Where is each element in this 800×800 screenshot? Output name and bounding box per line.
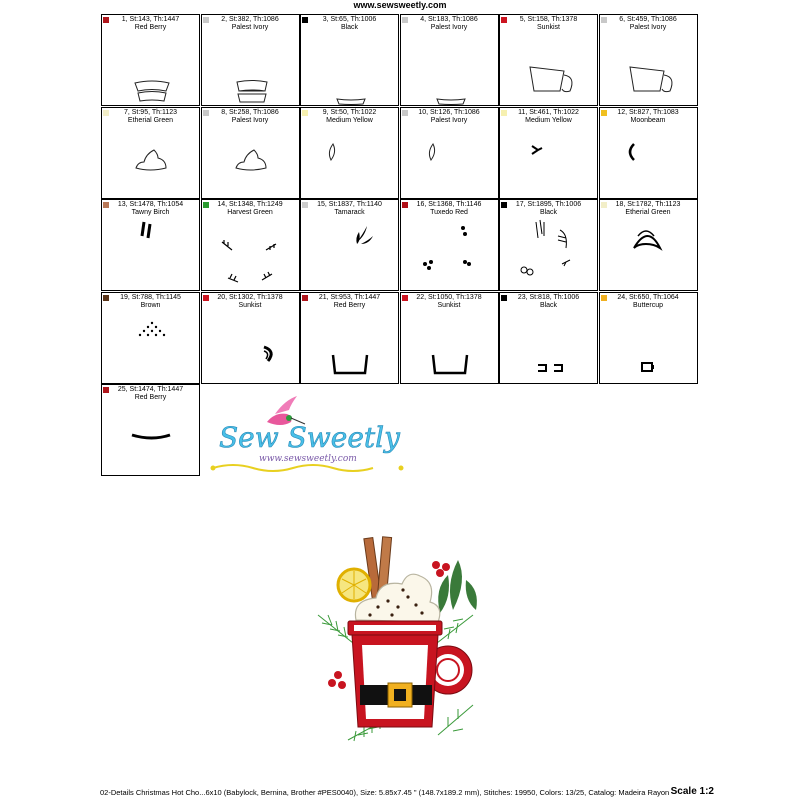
color-cell bbox=[499, 292, 598, 384]
cup-rim-outline-icon bbox=[102, 15, 200, 106]
lemon-slice-icon bbox=[338, 569, 370, 601]
holly-leaves-icon bbox=[301, 200, 399, 291]
color-cell bbox=[400, 292, 499, 384]
color-cell bbox=[499, 14, 598, 106]
footer-info: 02-Details Christmas Hot Cho...6x10 (Babylock, Bernina, Brother #PES0040), Size: 5.85x7.45 " (148.7x189.2 mm), Stitches: 19950, Colors: 13/25, Catalog: Madeira Rayon bbox=[100, 788, 670, 797]
thread-name: Sunkist bbox=[537, 24, 560, 31]
color-stats: 3, St:65, Th:1006 bbox=[322, 16, 377, 23]
color-cell bbox=[400, 199, 499, 291]
color-cell bbox=[101, 384, 200, 476]
color-cell bbox=[300, 199, 399, 291]
thread-name: Red Berry bbox=[134, 24, 167, 31]
thread-name: Tawny Birch bbox=[131, 209, 170, 216]
mug-outline-icon bbox=[500, 15, 598, 106]
buckle-icon bbox=[600, 293, 698, 384]
color-cell bbox=[300, 14, 399, 106]
color-cell bbox=[201, 107, 300, 199]
cup-band-icon bbox=[301, 293, 399, 384]
color-stats: 8, St:258, Th:1086 bbox=[221, 108, 279, 116]
thread-name: Palest Ivory bbox=[231, 116, 269, 124]
color-stats: 17, St:1895, Th:1006 bbox=[515, 201, 582, 208]
color-cell bbox=[101, 292, 200, 384]
thread-name: Sunkist bbox=[238, 301, 262, 309]
thread-name: Tuxedo Red bbox=[430, 209, 468, 216]
cup-band-icon bbox=[401, 293, 499, 384]
cream-swirl-icon bbox=[600, 200, 698, 291]
color-stats: 20, St:1302, Th:1378 bbox=[217, 293, 283, 301]
color-cell bbox=[101, 199, 200, 291]
leaf-outline-icon bbox=[301, 108, 399, 199]
thread-name: Black bbox=[539, 209, 558, 216]
thread-name: Black bbox=[340, 24, 359, 31]
thread-name: Tamarack bbox=[334, 209, 365, 216]
cream-outline-icon bbox=[202, 108, 300, 199]
thread-name: Black bbox=[539, 301, 558, 309]
color-stats: 7, St:95, Th:1123 bbox=[123, 108, 178, 116]
color-stats: 22, St:1050, Th:1378 bbox=[416, 293, 482, 301]
cup-bottom-icon bbox=[102, 385, 200, 476]
color-stats: 11, St:461, Th:1022 bbox=[518, 108, 579, 116]
thread-name: Red Berry bbox=[134, 394, 167, 401]
color-cell bbox=[201, 199, 300, 291]
thread-name: Palest Ivory bbox=[430, 116, 468, 124]
color-cell bbox=[400, 107, 499, 199]
color-stats: 16, St:1368, Th:1146 bbox=[416, 201, 482, 208]
lemon-arc-icon bbox=[600, 108, 698, 199]
lemon-slice-icon bbox=[500, 108, 598, 199]
thread-name: Harvest Green bbox=[227, 209, 273, 216]
cream-outline-icon bbox=[102, 108, 200, 199]
color-cell bbox=[400, 14, 499, 106]
color-stats: 25, St:1474, Th:1447 bbox=[117, 386, 184, 393]
color-stats: 18, St:1782, Th:1123 bbox=[615, 201, 681, 208]
color-cell bbox=[101, 107, 200, 199]
thread-name: Moonbeam bbox=[630, 116, 666, 124]
cup-base-outline-icon bbox=[301, 15, 399, 106]
thread-name: Buttercup bbox=[633, 301, 663, 309]
color-cell bbox=[101, 14, 200, 106]
cup-base-outline-icon bbox=[401, 15, 499, 106]
thread-name: Palest Ivory bbox=[430, 24, 468, 31]
color-stats: 19, St:788, Th:1145 bbox=[120, 293, 181, 301]
outline-details-icon bbox=[500, 200, 598, 291]
thread-name: Medium Yellow bbox=[326, 116, 373, 124]
thread-name: Red Berry bbox=[333, 301, 366, 309]
color-cell bbox=[599, 199, 698, 291]
thread-name: Brown bbox=[140, 301, 161, 309]
color-sequence-grid bbox=[101, 14, 698, 401]
color-stats: 23, St:818, Th:1006 bbox=[517, 293, 580, 301]
thread-name: Sunkist bbox=[437, 301, 461, 309]
color-stats: 1, St:143, Th:1447 bbox=[121, 16, 180, 23]
color-cell bbox=[300, 292, 399, 384]
color-stats: 9, St:50, Th:1022 bbox=[322, 108, 377, 116]
color-stats: 15, St:1837, Th:1140 bbox=[317, 201, 382, 208]
cup-rim-double-outline-icon bbox=[202, 15, 300, 106]
pine-sprigs-icon bbox=[202, 200, 300, 291]
brand-name: Sew Sweetly bbox=[219, 421, 400, 454]
color-stats: 14, St:1348, Th:1249 bbox=[217, 201, 283, 208]
mug-icon bbox=[348, 621, 442, 727]
chocolate-sprinkles-icon bbox=[102, 293, 200, 384]
scale-label: Scale 1:2 bbox=[670, 786, 714, 797]
color-stats: 21, St:953, Th:1447 bbox=[318, 293, 381, 301]
berries-icon bbox=[401, 200, 499, 291]
color-stats: 6, St:459, Th:1086 bbox=[619, 16, 677, 23]
belt-icon bbox=[360, 683, 432, 707]
thread-name: Medium Yellow bbox=[525, 116, 572, 124]
brand-url: www.sewsweetly.com bbox=[259, 454, 357, 464]
thread-name: Etherial Green bbox=[127, 116, 174, 124]
color-cell bbox=[300, 107, 399, 199]
color-stats: 10, St:126, Th:1086 bbox=[418, 108, 480, 116]
sew-sweetly-logo bbox=[205, 392, 410, 477]
site-url[interactable]: www.sewsweetly.com bbox=[353, 0, 447, 10]
color-stats: 24, St:650, Th:1064 bbox=[617, 293, 679, 301]
leaf-outline-icon bbox=[401, 108, 499, 199]
color-stats: 4, St:183, Th:1086 bbox=[420, 16, 478, 23]
color-cell bbox=[599, 14, 698, 106]
thread-name: Etherial Green bbox=[625, 209, 671, 216]
color-cell bbox=[499, 107, 598, 199]
color-stats: 12, St:827, Th:1083 bbox=[617, 108, 679, 116]
color-cell bbox=[499, 199, 598, 291]
mug-outline-icon bbox=[600, 15, 698, 106]
belt-icon bbox=[500, 293, 598, 384]
color-cell bbox=[201, 292, 300, 384]
color-stats: 2, St:382, Th:1086 bbox=[221, 16, 279, 23]
mug-handle-icon bbox=[202, 293, 300, 384]
color-cell bbox=[599, 292, 698, 384]
color-stats: 5, St:158, Th:1378 bbox=[519, 16, 578, 23]
thread-name: Palest Ivory bbox=[231, 24, 269, 31]
thread-name: Palest Ivory bbox=[629, 24, 667, 31]
color-cell bbox=[599, 107, 698, 199]
hot-chocolate-design-preview bbox=[308, 535, 483, 745]
color-stats: 13, St:1478, Th:1054 bbox=[117, 201, 184, 208]
cinnamon-sticks-icon bbox=[102, 200, 200, 291]
color-cell bbox=[201, 14, 300, 106]
